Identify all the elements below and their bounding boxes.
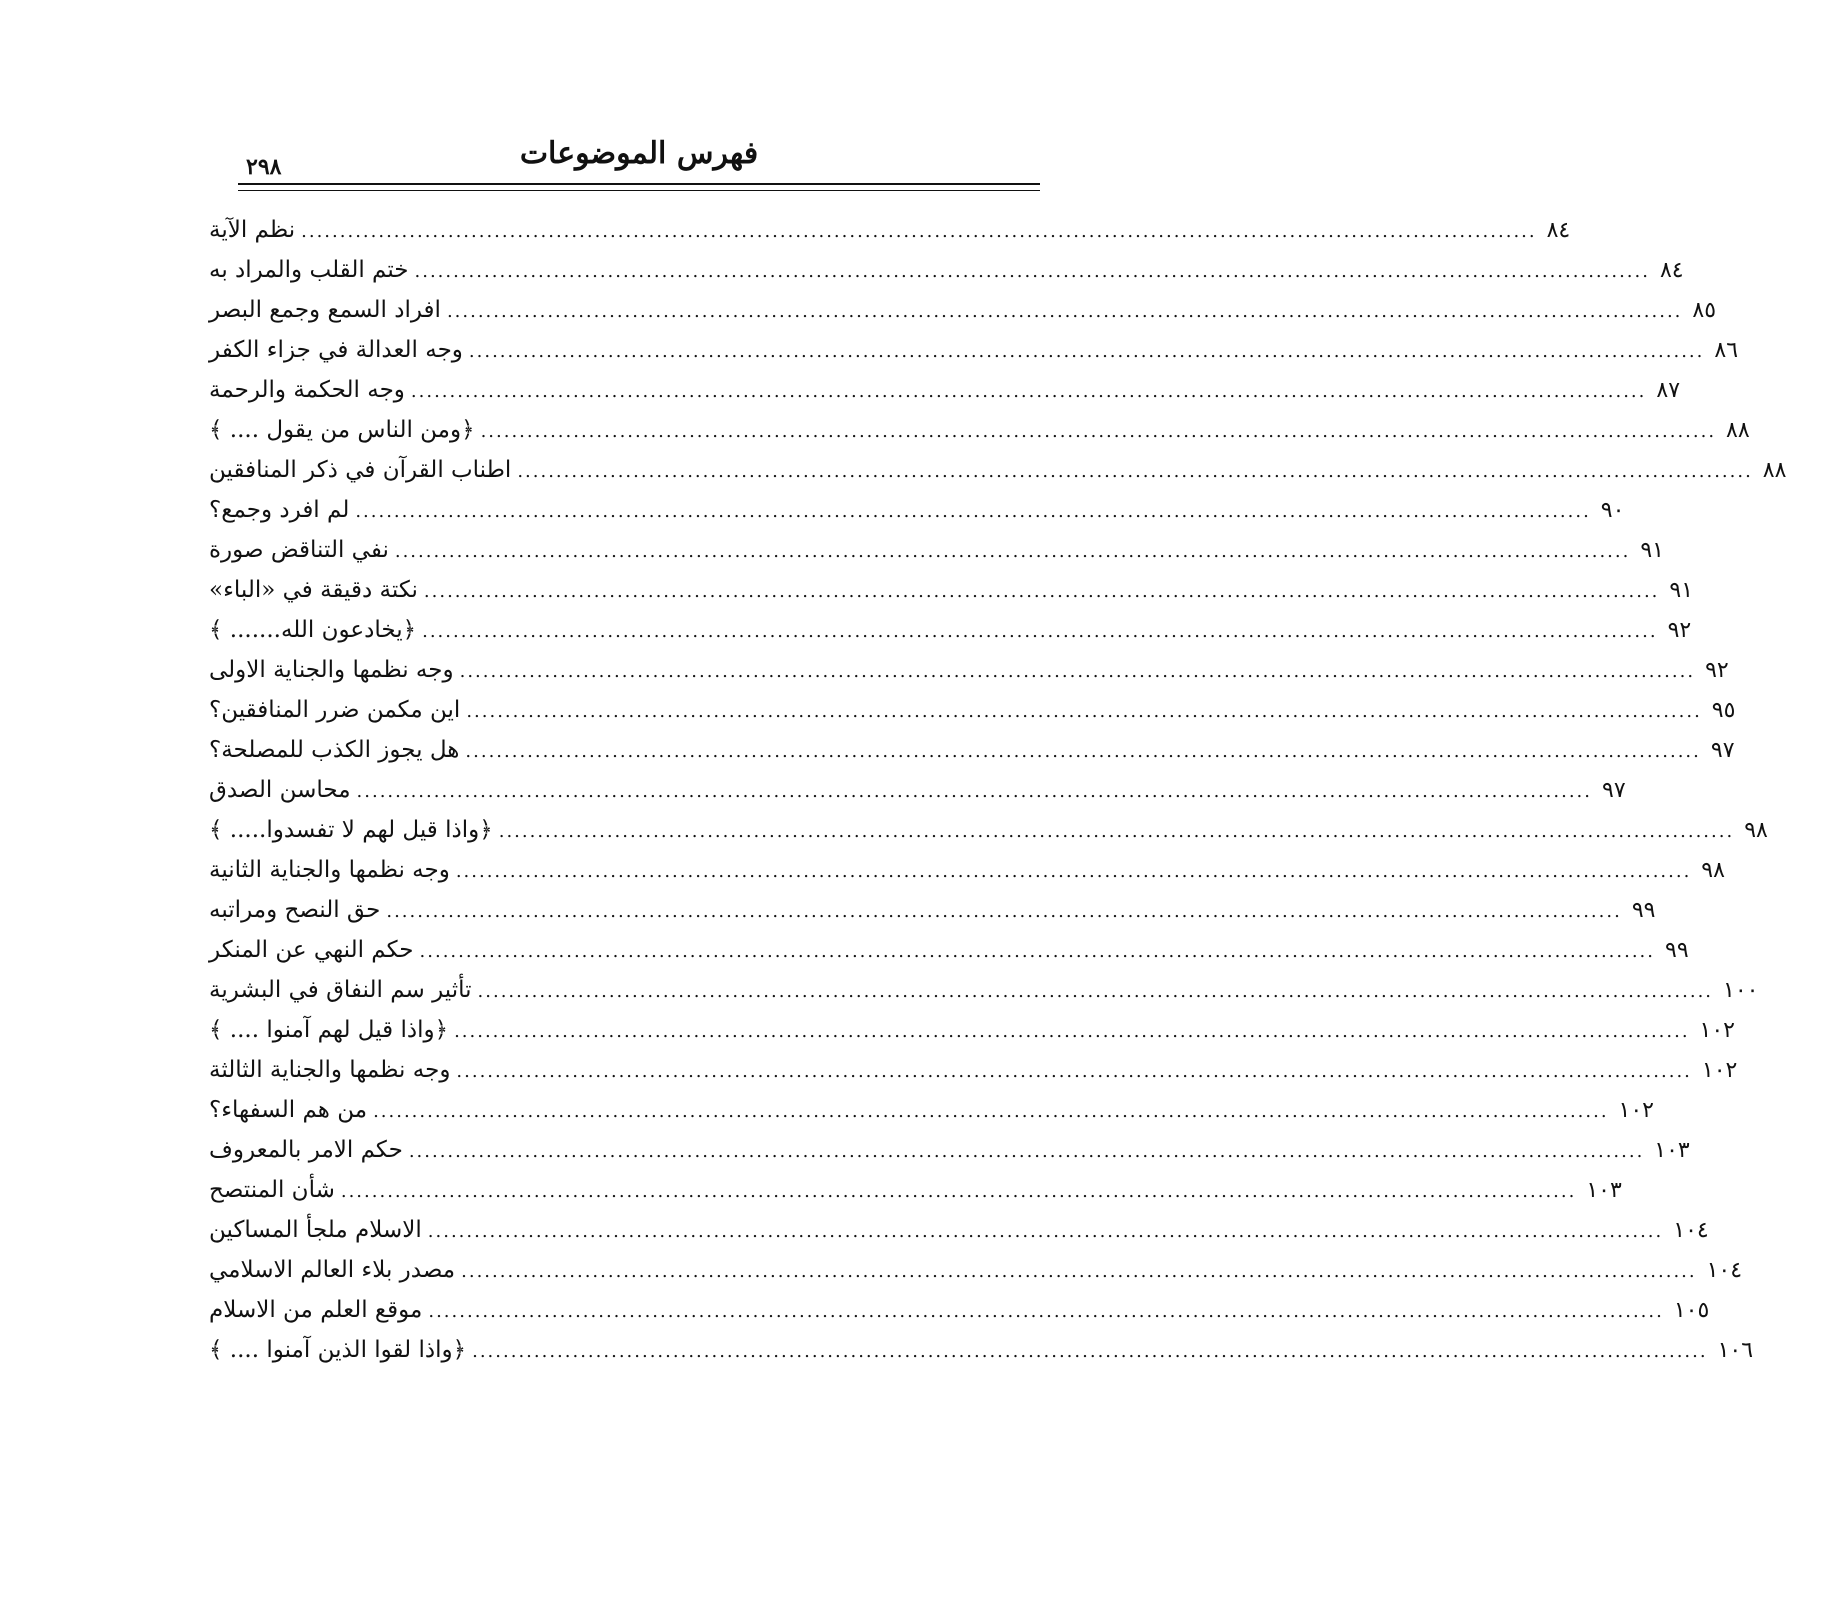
toc-entry-page: ٩٠ — [1600, 497, 1625, 523]
toc-entry-title: ﴿واذا قيل لهم لا تفسدوا..... ﴾ — [209, 817, 493, 843]
toc-entry — [205, 530, 1664, 570]
toc-entry-title: اطناب القرآن في ذكر المنافقين — [209, 457, 512, 483]
toc-leader-dots: ................................................................................................................................................................ — [461, 1261, 1697, 1282]
toc-entry-page: ١٠٥ — [1673, 1297, 1710, 1323]
toc-entry — [205, 850, 1725, 890]
toc-leader-dots: ................................................................................................................................................................ — [454, 1021, 1690, 1042]
toc-leader-dots: ................................................................................................................................................................ — [498, 821, 1735, 842]
toc-leader-dots: ................................................................................................................................................................ — [394, 541, 1631, 562]
toc-leader-dots: ................................................................................................................................................................ — [414, 261, 1650, 282]
toc-leader-dots: ................................................................................................................................................................ — [423, 581, 1660, 602]
toc-entry-title: محاسن الصدق — [209, 777, 351, 803]
toc-leader-dots: ................................................................................................................................................................ — [446, 301, 1683, 322]
toc-entry-title: من هم السفهاء؟ — [209, 1097, 368, 1123]
toc-entry — [205, 1010, 1735, 1050]
toc-entry-title: وجه العدالة في جزاء الكفر — [209, 337, 463, 363]
toc-entry-title: نفي التناقض صورة — [209, 537, 389, 563]
toc-entry-title: ختم القلب والمراد به — [209, 257, 409, 283]
toc-leader-dots: ................................................................................................................................................................ — [422, 621, 1658, 642]
toc-entry-title: افراد السمع وجمع البصر — [209, 297, 441, 323]
toc-entry — [205, 1090, 1654, 1130]
toc-entry-title: وجه نظمها والجناية الثانية — [209, 857, 450, 883]
header-rule-thin — [238, 190, 1040, 191]
toc-entry — [205, 290, 1717, 330]
toc-leader-dots: ................................................................................................................................................................ — [517, 461, 1753, 482]
toc-entry-title: حكم الامر بالمعروف — [209, 1137, 403, 1163]
toc-leader-dots: ................................................................................................................................................................ — [477, 981, 1714, 1002]
toc-leader-dots: ................................................................................................................................................................ — [373, 1101, 1609, 1122]
toc-entry-page: ٨٧ — [1656, 377, 1681, 403]
toc-leader-dots: ................................................................................................................................................................ — [408, 1141, 1645, 1162]
toc-entry-page: ١٠٤ — [1673, 1217, 1709, 1243]
toc-entry-title: ﴿واذا قيل لهم آمنوا .... ﴾ — [209, 1017, 449, 1043]
toc-entry — [205, 650, 1729, 690]
toc-entry-page: ٩٧ — [1602, 777, 1626, 803]
toc-entry-page: ١٠٢ — [1699, 1017, 1735, 1043]
page-header — [238, 128, 1040, 190]
toc-entry — [205, 570, 1694, 610]
toc-entry-page: ٩٥ — [1711, 697, 1736, 723]
toc-leader-dots: ................................................................................................................................................................ — [459, 661, 1696, 682]
toc-entry-page: ١٠٠ — [1723, 977, 1759, 1003]
toc-entry-page: ١٠٣ — [1586, 1177, 1622, 1203]
header-rule-thick — [238, 183, 1040, 185]
toc-leader-dots: ................................................................................................................................................................ — [468, 341, 1705, 362]
toc-entry-page: ٨٦ — [1714, 337, 1739, 363]
toc-entry — [205, 930, 1689, 970]
toc-entry-page: ٩٩ — [1665, 937, 1689, 963]
toc-entry — [205, 1170, 1622, 1210]
toc-entry-page: ٨٨ — [1726, 417, 1750, 443]
toc-entry-title: وجه نظمها والجناية الاولى — [209, 657, 454, 683]
toc-entry — [205, 1250, 1743, 1290]
toc-entry — [205, 810, 1768, 850]
toc-entry-page: ٩٨ — [1744, 817, 1768, 843]
toc-entry — [205, 210, 1571, 250]
toc-entry-title: شأن المنتصح — [209, 1177, 335, 1203]
toc-leader-dots: ................................................................................................................................................................ — [427, 1221, 1664, 1242]
toc-leader-dots: ................................................................................................................................................................ — [456, 1061, 1692, 1082]
toc-entry-page: ١٠٢ — [1618, 1097, 1654, 1123]
toc-leader-dots: ................................................................................................................................................................ — [472, 1341, 1708, 1362]
toc-entry-page: ٩١ — [1669, 577, 1694, 603]
toc-entry-title: تأثير سم النفاق في البشرية — [209, 977, 472, 1003]
toc-entry — [205, 890, 1656, 930]
table-of-contents — [205, 210, 1787, 1370]
toc-leader-dots: ................................................................................................................................................................ — [410, 381, 1647, 402]
toc-leader-dots: ................................................................................................................................................................ — [419, 941, 1655, 962]
toc-leader-dots: ................................................................................................................................................................ — [480, 421, 1717, 442]
toc-entry-page: ١٠٣ — [1654, 1137, 1690, 1163]
toc-leader-dots: ................................................................................................................................................................ — [455, 861, 1692, 882]
toc-entry-page: ٨٤ — [1546, 217, 1571, 243]
toc-leader-dots: ................................................................................................................................................................ — [356, 781, 1592, 802]
toc-entry — [205, 730, 1735, 770]
toc-entry — [205, 250, 1684, 290]
toc-entry-page: ٩٨ — [1701, 857, 1725, 883]
toc-entry — [205, 690, 1736, 730]
toc-entry — [205, 370, 1681, 410]
toc-entry-title: وجه نظمها والجناية الثالثة — [209, 1057, 451, 1083]
toc-entry — [205, 1130, 1690, 1170]
toc-entry — [205, 330, 1739, 370]
toc-leader-dots: ................................................................................................................................................................ — [465, 741, 1701, 762]
toc-entry-title: ﴿واذا لقوا الذين آمنوا .... ﴾ — [209, 1337, 467, 1363]
toc-entry-title: هل يجوز الكذب للمصلحة؟ — [209, 737, 460, 763]
page-number: ٢٩٨ — [246, 154, 282, 180]
toc-entry-title: الاسلام ملجأ المساكين — [209, 1217, 422, 1243]
toc-entry-title: حكم النهي عن المنكر — [209, 937, 414, 963]
toc-entry-title: اين مكمن ضرر المنافقين؟ — [209, 697, 461, 723]
toc-entry-title: نكتة دقيقة في «الباء» — [209, 577, 418, 603]
toc-entry — [205, 1290, 1710, 1330]
toc-leader-dots: ................................................................................................................................................................ — [466, 701, 1702, 722]
toc-leader-dots: ................................................................................................................................................................ — [301, 221, 1537, 242]
toc-entry-page: ٩٧ — [1710, 737, 1735, 763]
toc-entry-page: ٩١ — [1640, 537, 1664, 563]
toc-entry-page: ١٠٤ — [1706, 1257, 1743, 1283]
toc-entry-title: نظم الآية — [209, 217, 296, 243]
toc-entry-page: ٨٥ — [1692, 297, 1717, 323]
toc-leader-dots: ................................................................................................................................................................ — [355, 501, 1591, 522]
page-title: فهرس الموضوعات — [519, 136, 759, 171]
toc-entry-page: ١٠٢ — [1701, 1057, 1738, 1083]
toc-entry-title: ﴿يخادعون الله....... ﴾ — [209, 617, 417, 643]
toc-leader-dots: ................................................................................................................................................................ — [340, 1181, 1577, 1202]
toc-entry-title: ﴿ومن الناس من يقول .... ﴾ — [209, 417, 475, 443]
toc-entry — [205, 970, 1759, 1010]
toc-entry-title: وجه الحكمة والرحمة — [209, 377, 405, 403]
toc-entry — [205, 1210, 1709, 1250]
toc-entry — [205, 1330, 1754, 1370]
toc-entry-page: ١٠٦ — [1717, 1337, 1754, 1363]
toc-entry-title: لم افرد وجمع؟ — [209, 497, 350, 523]
toc-entry-page: ٩٢ — [1705, 657, 1729, 683]
toc-leader-dots: ................................................................................................................................................................ — [428, 1301, 1664, 1322]
toc-entry-page: ٩٢ — [1667, 617, 1692, 643]
toc-entry — [205, 410, 1750, 450]
toc-entry — [205, 770, 1626, 810]
toc-entry — [205, 490, 1625, 530]
toc-entry-page: ٨٨ — [1762, 457, 1787, 483]
toc-leader-dots: ................................................................................................................................................................ — [386, 901, 1622, 922]
toc-entry-title: مصدر بلاء العالم الاسلامي — [209, 1257, 456, 1283]
toc-entry — [205, 610, 1692, 650]
toc-entry-title: موقع العلم من الاسلام — [209, 1297, 423, 1323]
toc-entry-title: حق النصح ومراتبه — [209, 897, 381, 923]
toc-entry-page: ٨٤ — [1659, 257, 1684, 283]
toc-entry — [205, 1050, 1738, 1090]
toc-entry-page: ٩٩ — [1631, 897, 1656, 923]
toc-entry — [205, 450, 1787, 490]
